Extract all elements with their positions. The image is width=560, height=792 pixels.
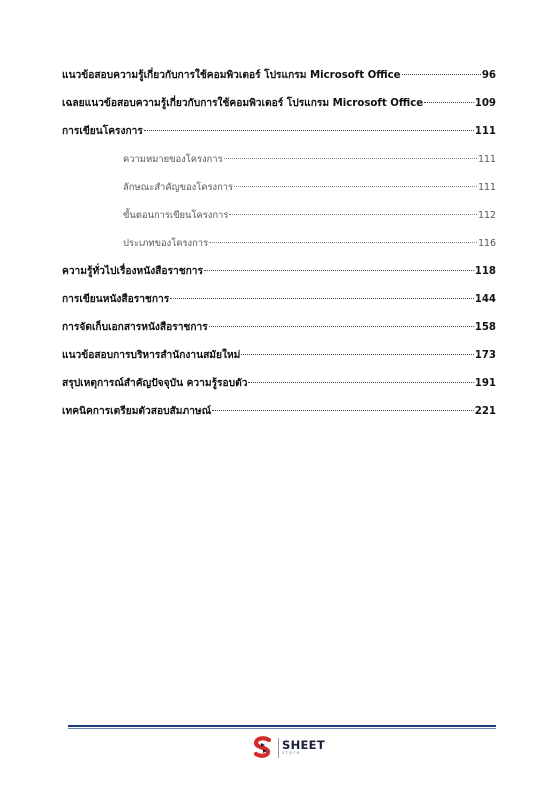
toc-entry-page: 109 <box>474 98 496 109</box>
toc-entry-title: ขั้นตอนการเขียนโครงการ <box>123 210 229 221</box>
toc-entry-page: 191 <box>474 378 496 389</box>
toc-entry <box>62 348 496 376</box>
toc-entry <box>62 264 496 292</box>
toc-entry-page: 221 <box>474 406 496 417</box>
logo-separator <box>278 738 279 758</box>
dot-leader <box>212 410 474 411</box>
footer-divider-thin <box>68 728 496 729</box>
dot-leader <box>234 186 477 187</box>
toc-entry-page: 96 <box>481 70 496 81</box>
toc-entry <box>62 96 496 124</box>
toc-entry-title: ลักษณะสำคัญของโครงการ <box>123 182 234 193</box>
dot-leader <box>248 382 473 383</box>
toc-entry-title: การเขียนโครงการ <box>62 126 143 137</box>
toc-entry-title: เทคนิคการเตรียมตัวสอบสัมภาษณ์ <box>62 406 212 417</box>
dot-leader <box>144 130 474 131</box>
toc-subentry <box>62 152 496 180</box>
footer-divider <box>68 725 496 727</box>
toc-entry-page: 111 <box>478 154 496 165</box>
toc-entry-title: ประเภทของโครงการ <box>123 238 209 249</box>
toc-entry <box>62 320 496 348</box>
toc-entry-page: 111 <box>478 182 496 193</box>
toc-subentry <box>62 236 496 264</box>
toc-entry <box>62 68 496 96</box>
toc-entry <box>62 376 496 404</box>
toc-entry <box>62 404 496 432</box>
toc-subentry <box>62 208 496 236</box>
dot-leader <box>241 354 473 355</box>
toc-entry-page: 111 <box>474 126 496 137</box>
dot-leader <box>229 214 477 215</box>
dot-leader <box>224 158 477 159</box>
toc-entry-title: การเขียนหนังสือราชการ <box>62 294 170 305</box>
toc-entry-page: 118 <box>474 266 496 277</box>
logo-text <box>282 737 325 757</box>
toc-entry-title: แนวข้อสอบการบริหารสำนักงานสมัยใหม่ <box>62 350 241 361</box>
dot-leader <box>204 270 474 271</box>
toc-entry-title: สรุปเหตุการณ์สำคัญปัจจุบัน ความรู้รอบตัว <box>62 378 248 389</box>
dot-leader <box>209 242 477 243</box>
logo-wordmark: SHEET <box>282 737 325 752</box>
toc-entry-page: 173 <box>474 350 496 361</box>
toc-entry <box>62 292 496 320</box>
logo-subtext: store <box>282 751 301 756</box>
toc-entry-title: ความรู้ทั่วไปเรื่องหนังสือราชการ <box>62 266 203 277</box>
toc-entry-page: 112 <box>478 210 496 221</box>
sheet-store-s-icon <box>252 736 274 760</box>
toc-entry-page: 116 <box>478 238 496 249</box>
dot-leader <box>402 74 481 75</box>
toc-entry-title: ความหมายของโครงการ <box>123 154 223 165</box>
dot-leader <box>170 298 474 299</box>
toc-entry-page: 158 <box>474 322 496 333</box>
table-of-contents <box>62 68 496 432</box>
sheet-store-logo <box>252 735 325 761</box>
toc-subentry <box>62 180 496 208</box>
toc-entry <box>62 124 496 152</box>
toc-entry-title: เฉลยแนวข้อสอบความรู้เกี่ยวกับการใช้คอมพิวเตอร์ โปรแกรม Microsoft Office <box>62 98 424 109</box>
toc-entry-title: แนวข้อสอบความรู้เกี่ยวกับการใช้คอมพิวเตอร์ โปรแกรม Microsoft Office <box>62 70 401 81</box>
toc-entry-page: 144 <box>474 294 496 305</box>
toc-entry-title: การจัดเก็บเอกสารหนังสือราชการ <box>62 322 208 333</box>
dot-leader <box>209 326 474 327</box>
dot-leader <box>424 102 474 103</box>
